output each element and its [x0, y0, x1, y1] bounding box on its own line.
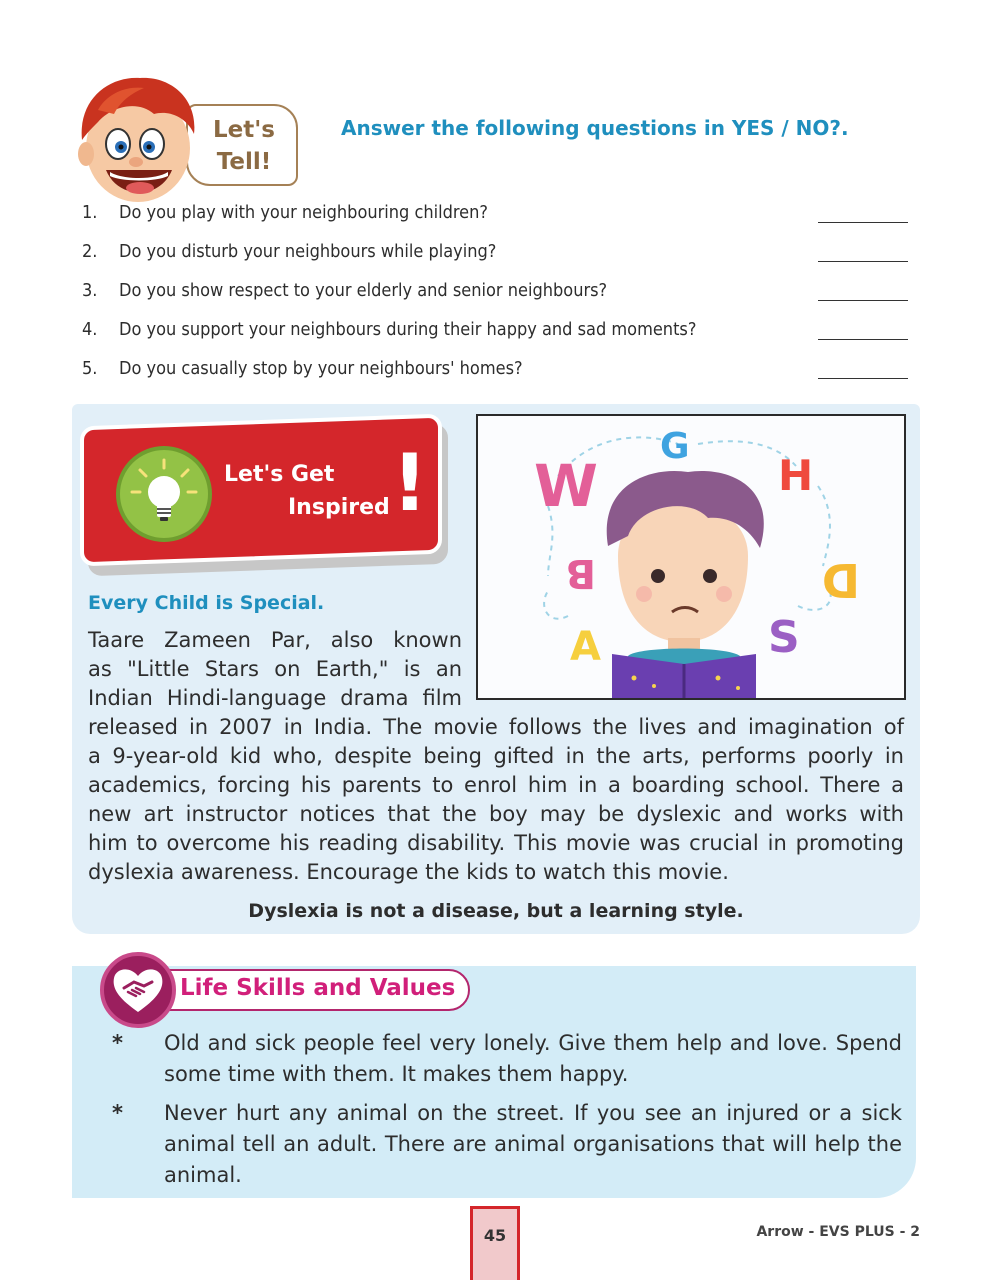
letter-w: W — [534, 452, 598, 520]
page-number: 45 — [483, 1226, 507, 1245]
list-item — [112, 1028, 902, 1090]
answer-blank — [818, 222, 908, 223]
story-line: a 9-year-old kid who, despite being gifted in the arts, performs poorly in — [88, 744, 904, 768]
question-text: Do you support your neighbours during their happy and sad moments? — [119, 319, 697, 340]
lets-tell-line1: Let's — [213, 117, 275, 143]
bulb-badge — [116, 446, 212, 542]
list-item — [112, 1098, 902, 1191]
letter-d: D — [821, 553, 860, 607]
life-skills-badge — [100, 952, 176, 1028]
question-number: 5. — [82, 358, 98, 379]
bullet-text: Old and sick people feel very lonely. Give them help and love. Spend some time with them. It makes them happy. — [164, 1031, 902, 1086]
letter-a: A — [570, 624, 601, 670]
letter-b: B — [565, 550, 596, 596]
answer-blank — [818, 339, 908, 340]
bullet-star: * — [112, 1031, 123, 1055]
question-row — [82, 239, 908, 278]
answer-blank — [818, 300, 908, 301]
story-line: new art instructor notices that the boy may be dyslexic and works with — [88, 802, 904, 826]
story-line: academics, forcing his parents to enrol him in a boarding school. There a — [88, 773, 904, 797]
dyslexia-illustration — [476, 414, 906, 700]
story-line: released in 2007 in India. The movie follows the lives and imagination of — [88, 715, 904, 739]
bullet-star: * — [112, 1101, 123, 1125]
answer-blank — [818, 378, 908, 379]
story-line: as "Little Stars on Earth," is an — [88, 657, 462, 681]
life-skills-list — [112, 1028, 902, 1199]
story-line: him to overcome his reading disability. This movie was crucial in promoting — [88, 831, 904, 855]
life-skills-title: Life Skills and Values — [180, 975, 456, 1001]
story-paragraph-top — [88, 626, 462, 713]
question-text: Do you show respect to your elderly and senior neighbours? — [119, 280, 608, 301]
letter-h: H — [778, 451, 814, 500]
question-number: 4. — [82, 319, 98, 340]
question-text: Do you play with your neighbouring children? — [119, 202, 488, 223]
question-number: 2. — [82, 241, 98, 262]
lightbulb-icon — [120, 450, 208, 538]
boy-mascot-icon — [68, 70, 208, 210]
question-text: Do you disturb your neighbours while playing? — [119, 241, 497, 262]
dyslexia-note: Dyslexia is not a disease, but a learning style. — [248, 900, 744, 922]
child-reading-illustration — [478, 416, 904, 698]
question-row — [82, 200, 908, 239]
questions-list — [82, 200, 908, 395]
bullet-text: Never hurt any animal on the street. If you see an injured or a sick animal tell an adult. There are animal organisations that will help the animal. — [164, 1101, 902, 1187]
question-text: Do you casually stop by your neighbours' homes? — [119, 358, 523, 379]
story-line: dyslexia awareness. Encourage the kids to watch this movie. — [88, 860, 729, 884]
question-number: 3. — [82, 280, 98, 301]
letter-g: G — [660, 426, 690, 467]
answer-blank — [818, 261, 908, 262]
questions-heading: Answer the following questions in YES / NO?. — [341, 116, 849, 140]
inspired-line1: Let's Get — [224, 462, 335, 487]
question-row — [82, 356, 908, 395]
lets-tell-line2: Tell! — [216, 149, 272, 175]
story-line: Taare Zameen Par, also known — [88, 628, 462, 652]
question-row — [82, 317, 908, 356]
letter-s: S — [768, 612, 800, 663]
inspired-banner-text — [224, 458, 390, 524]
story-line: Indian Hindi-language drama film — [88, 686, 462, 710]
inspired-line2: Inspired — [288, 495, 390, 520]
question-number: 1. — [82, 202, 98, 223]
exclamation-mark: ! — [392, 439, 428, 529]
heart-handshake-icon — [104, 956, 172, 1024]
lets-tell-label — [204, 114, 284, 178]
book-title: Arrow - EVS PLUS - 2 — [756, 1224, 920, 1240]
question-row — [82, 278, 908, 317]
story-paragraph-bottom — [88, 713, 904, 887]
every-child-heading: Every Child is Special. — [88, 592, 325, 614]
